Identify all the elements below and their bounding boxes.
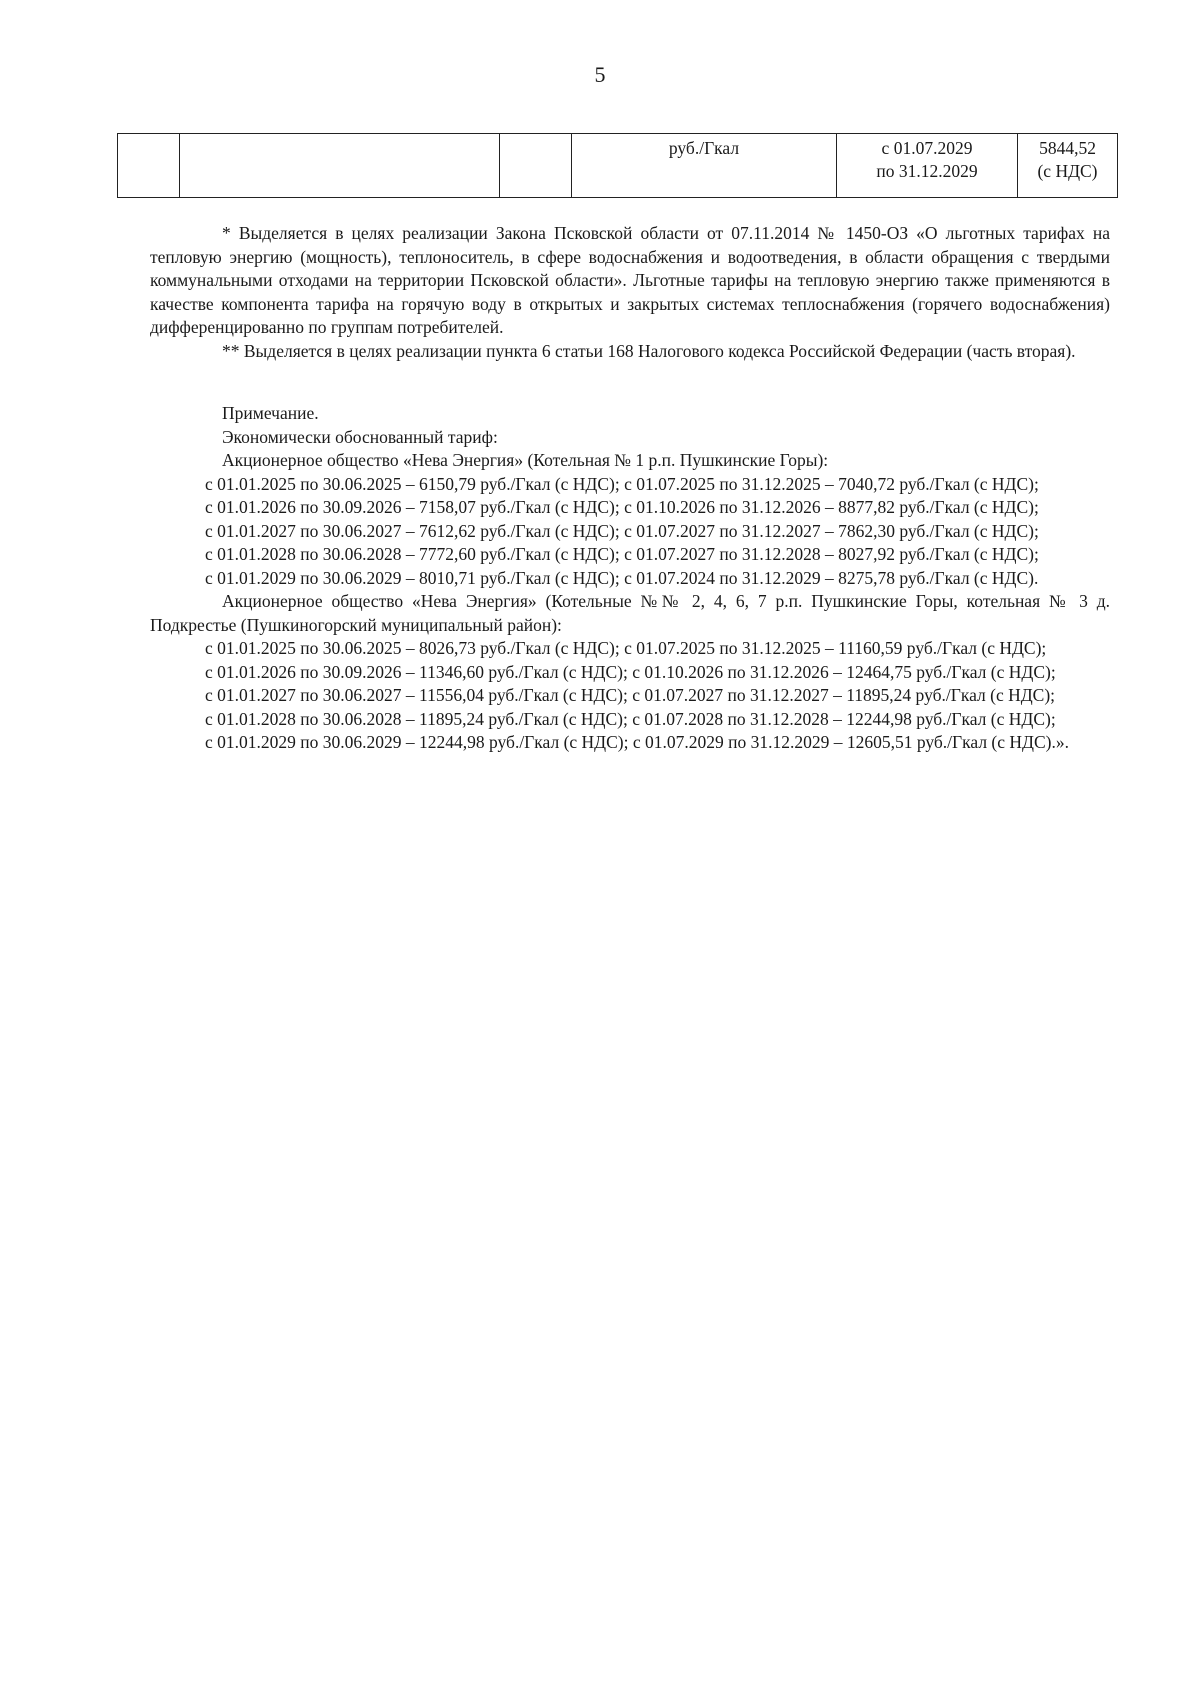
tariff-table-fragment	[117, 133, 1118, 198]
rate-line: с 01.01.2028 по 30.06.2028 – 11895,24 руб./Гкал (с НДС); с 01.07.2028 по 31.12.2028 – 12244,98 руб./Гкал (с НДС);	[205, 708, 1056, 729]
rate-line: с 01.01.2025 по 30.06.2025 – 8026,73 руб./Гкал (с НДС); с 01.07.2025 по 31.12.2025 – 11160,59 руб./Гкал (с НДС);	[205, 638, 1047, 658]
table-cell-unit: руб./Гкал	[572, 134, 837, 198]
table-cell-empty	[180, 134, 500, 198]
rate-line: с 01.01.2026 по 30.09.2026 – 11346,60 руб./Гкал (с НДС); с 01.10.2026 по 31.12.2026 – 12464,75 руб./Гкал (с НДС);	[205, 661, 1056, 682]
footnotes	[150, 222, 1110, 363]
table-cell-empty	[118, 134, 180, 198]
footnote-2: ** Выделяется в целях реализации пункта 6 статьи 168 Налогового кодекса Российской Федерации (часть вторая).	[222, 340, 1076, 361]
table-cell-empty	[500, 134, 572, 198]
section-1-title: Акционерное общество «Нева Энергия» (Котельная № 1 р.п. Пушкинские Горы):	[222, 450, 829, 470]
table-cell-period	[837, 134, 1018, 198]
period-to: по 31.12.2029	[876, 161, 978, 181]
tariff-value: 5844,52	[1039, 138, 1096, 158]
rate-line: с 01.01.2025 по 30.06.2025 – 6150,79 руб./Гкал (с НДС); с 01.07.2025 по 31.12.2025 – 7040,72 руб./Гкал (с НДС);	[205, 473, 1039, 494]
rate-line: с 01.01.2027 по 30.06.2027 – 7612,62 руб./Гкал (с НДС); с 01.07.2027 по 31.12.2027 – 7862,30 руб./Гкал (с НДС);	[205, 520, 1039, 541]
page-number: 5	[594, 62, 606, 87]
notes-heading: Примечание.	[222, 403, 319, 423]
notes-subheading: Экономически обоснованный тариф:	[222, 426, 498, 447]
period-from: с 01.07.2029	[881, 138, 973, 158]
rate-line: с 01.01.2026 по 30.09.2026 – 7158,07 руб./Гкал (с НДС); с 01.10.2026 по 31.12.2026 – 8877,82 руб./Гкал (с НДС);	[205, 497, 1039, 517]
table-row	[118, 134, 1118, 198]
rate-line: с 01.01.2029 по 30.06.2029 – 12244,98 руб./Гкал (с НДС); с 01.07.2029 по 31.12.2029 – 12605,51 руб./Гкал (с НДС).».	[205, 732, 1069, 752]
rate-line: с 01.01.2028 по 30.06.2028 – 7772,60 руб./Гкал (с НДС); с 01.07.2027 по 31.12.2028 – 8027,92 руб./Гкал (с НДС);	[205, 544, 1039, 564]
notes-section	[150, 402, 1110, 755]
footnote-1: * Выделяется в целях реализации Закона Псковской области от 07.11.2014 № 1450-ОЗ «О льготных тарифах на тепловую энергию (мощность), теплоноситель, в сфере водоснабжения и водоотведения, в области обращения с твердыми коммунальными отходами на территории Псковской области». Льготные тарифы на тепловую энергию также применяются в качестве компонента тарифа на горячую воду в открытых и закрытых системах теплоснабжения (горячего водоснабжения) дифференцированно по группам потребителей.	[150, 223, 1110, 337]
rate-line: с 01.01.2027 по 30.06.2027 – 11556,04 руб./Гкал (с НДС); с 01.07.2027 по 31.12.2027 – 11895,24 руб./Гкал (с НДС);	[205, 685, 1056, 705]
vat-note: (с НДС)	[1037, 161, 1098, 181]
table-cell-value	[1018, 134, 1118, 198]
section-2-title: Акционерное общество «Нева Энергия» (Котельные №№ 2, 4, 6, 7 р.п. Пушкинские Горы, котельная № 3 д. Подкрестье (Пушкиногорский муниципальный район):	[150, 591, 1110, 635]
rate-line: с 01.01.2029 по 30.06.2029 – 8010,71 руб./Гкал (с НДС); с 01.07.2024 по 31.12.2029 – 8275,78 руб./Гкал (с НДС).	[205, 567, 1039, 588]
